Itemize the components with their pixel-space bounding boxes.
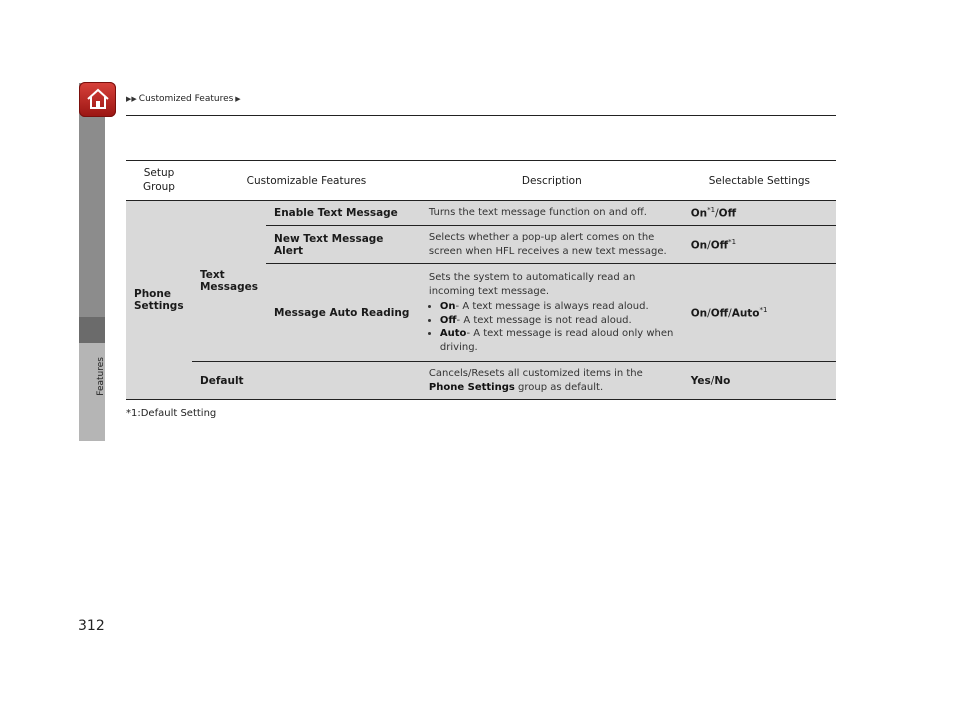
table-row bbox=[126, 201, 836, 226]
footnote-mark: *1 bbox=[707, 206, 716, 215]
col-setup-group: Setup Group bbox=[126, 161, 192, 201]
setting-option: On bbox=[690, 307, 708, 320]
description-intro: Sets the system to automatically read an incoming text message. bbox=[428, 272, 636, 297]
feature-settings bbox=[683, 201, 836, 226]
setting-option: Off bbox=[710, 307, 729, 320]
setting-option: Auto bbox=[731, 307, 760, 320]
breadcrumb-link[interactable]: Customized Features bbox=[138, 94, 234, 104]
feature-settings bbox=[683, 362, 836, 400]
setting-separator: / bbox=[710, 374, 715, 387]
home-icon bbox=[86, 88, 110, 110]
col-description: Description bbox=[421, 161, 683, 201]
setting-option: No bbox=[714, 374, 731, 387]
feature-name: Enable Text Message bbox=[266, 201, 421, 226]
table-row bbox=[126, 362, 836, 400]
feature-name: New Text Message Alert bbox=[266, 226, 421, 264]
group-phone-settings: Phone Settings bbox=[126, 201, 192, 400]
list-item: • Off- A text message is not read aloud. bbox=[440, 314, 675, 328]
feature-description: Turns the text message function on and off. bbox=[421, 201, 683, 226]
subgroup-text-messages: Text Messages bbox=[192, 201, 266, 362]
setting-separator: / bbox=[707, 307, 711, 320]
list-item: • Auto- A text message is read aloud only when driving. bbox=[440, 327, 675, 354]
footnote: *1:Default Setting bbox=[126, 408, 217, 419]
table-header-row bbox=[126, 161, 836, 201]
feature-description bbox=[421, 264, 683, 362]
page-number: 312 bbox=[78, 618, 105, 634]
setting-separator: / bbox=[715, 207, 719, 220]
list-item: • On- A text message is always read aloud. bbox=[440, 300, 675, 314]
section-label: Features bbox=[96, 357, 106, 396]
side-tab-active bbox=[79, 317, 105, 343]
setting-option: Yes bbox=[690, 374, 711, 387]
home-button[interactable] bbox=[79, 82, 116, 117]
col-selectable-settings: Selectable Settings bbox=[683, 161, 836, 201]
breadcrumb-arrow-icon: ▶▶ bbox=[126, 95, 137, 103]
col-customizable-features: Customizable Features bbox=[192, 161, 421, 201]
feature-name: Message Auto Reading bbox=[266, 264, 421, 362]
header-rule bbox=[126, 115, 836, 116]
feature-description: Cancels/Resets all customized items in the Phone Settings group as default. bbox=[421, 362, 683, 400]
breadcrumb bbox=[126, 94, 241, 104]
customized-features-table bbox=[126, 160, 836, 400]
setting-option: Off bbox=[718, 207, 737, 220]
feature-name: Default bbox=[192, 362, 421, 400]
option-list bbox=[429, 300, 675, 354]
side-tab-upper bbox=[79, 83, 105, 317]
setting-separator: / bbox=[728, 307, 732, 320]
feature-description: Selects whether a pop-up alert comes on the screen when HFL receives a new text message. bbox=[421, 226, 683, 264]
setting-separator: / bbox=[707, 239, 711, 252]
setting-option: Off bbox=[710, 239, 729, 252]
breadcrumb-arrow-icon: ▶ bbox=[235, 95, 241, 103]
feature-settings bbox=[683, 226, 836, 264]
footnote-mark: *1 bbox=[728, 237, 737, 246]
feature-settings bbox=[683, 264, 836, 362]
footnote-mark: *1 bbox=[759, 305, 768, 314]
setting-option: On bbox=[690, 207, 708, 220]
setting-option: On bbox=[690, 239, 708, 252]
